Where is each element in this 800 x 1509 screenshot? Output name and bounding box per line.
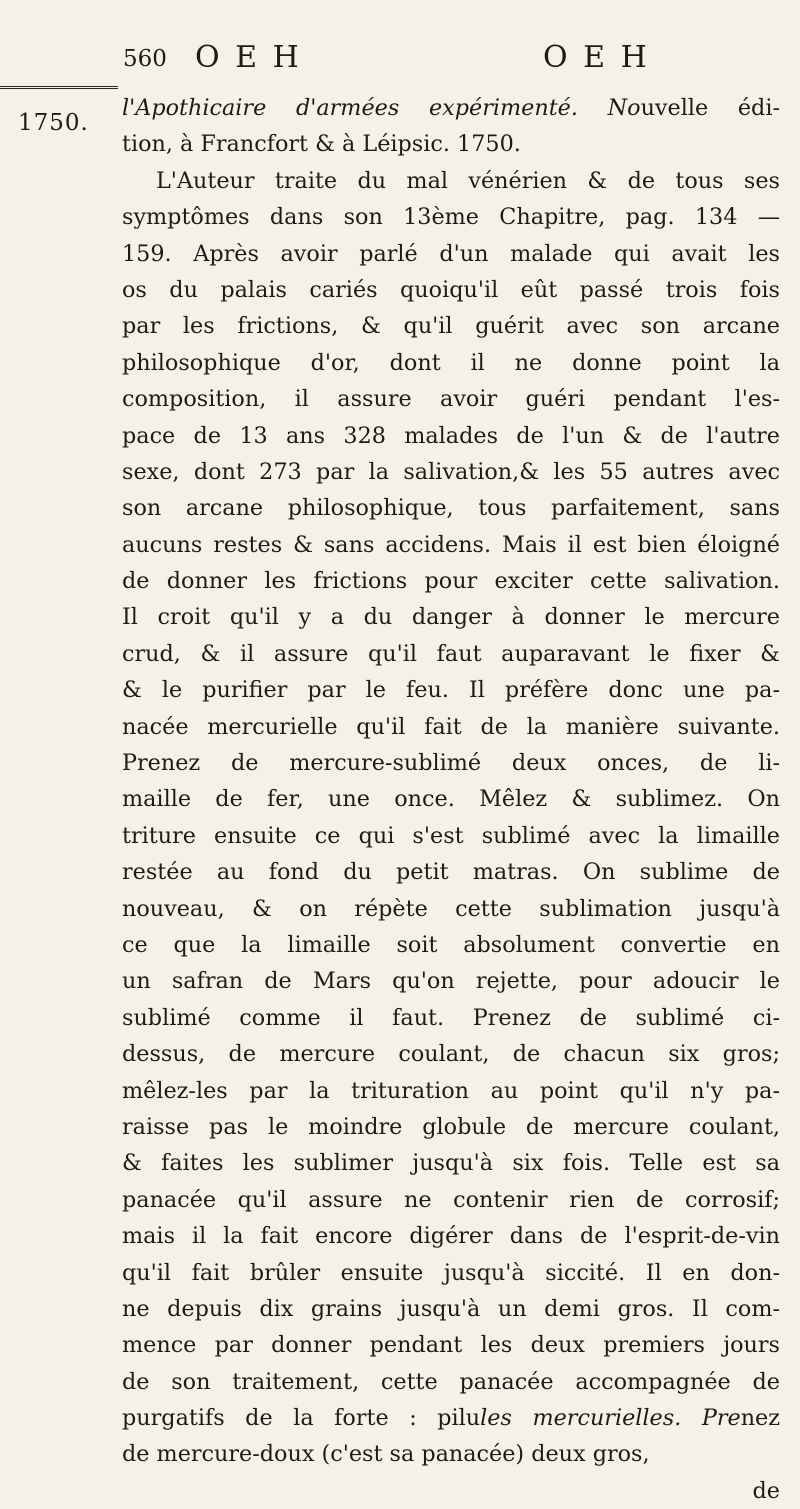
catchword: de	[752, 1477, 780, 1504]
text-line: un safran de Mars qu'on rejette, pour adoucir le	[122, 968, 780, 995]
text-line: 159. Après avoir parlé d'un malade qui avait les	[122, 240, 780, 267]
text-line: nacée mercurielle qu'il fait de la manière suivante.	[122, 713, 780, 740]
page-number: 560	[123, 46, 167, 72]
text-line: l'Apothicaire d'armées expérimenté. Nouvelle édi-	[122, 95, 780, 121]
text-line: triture ensuite ce qui s'est sublimé avec la limaille	[122, 822, 780, 849]
margin-year-note: 1750.	[18, 110, 89, 136]
text-line: purgatifs de la forte : pilules mercurielles. Prenez	[122, 1405, 780, 1432]
text-line: panacée qu'il assure ne contenir rien de corrosif;	[122, 1186, 780, 1213]
running-header	[123, 40, 683, 80]
text-line: Prenez de mercure-sublimé deux onces, de li-	[122, 750, 780, 777]
text-line: de mercure-doux (c'est sa panacée) deux gros,	[122, 1441, 650, 1468]
text-line: restée au fond du petit matras. On sublime de	[122, 859, 780, 886]
text-line: symptômes dans son 13ème Chapitre, pag. 134 —	[122, 204, 780, 231]
text-line: de son traitement, cette panacée accompagnée de	[122, 1368, 780, 1395]
text-line: philosophique d'or, dont il ne donne point la	[122, 349, 780, 376]
text-line: sexe, dont 273 par la salivation,& les 55 autres avec	[122, 458, 780, 485]
running-head-right: O E H	[543, 40, 650, 75]
text-lines	[122, 90, 780, 1473]
text-line: Il croit qu'il y a du danger à donner le mercure	[122, 604, 780, 631]
text-line: son arcane philosophique, tous parfaitement, sans	[122, 495, 780, 522]
text-line: aucuns restes & sans accidens. Mais il est bien éloigné	[122, 531, 780, 558]
running-head-left: O E H	[195, 40, 302, 75]
text-line: pace de 13 ans 328 malades de l'un & de l'autre	[122, 422, 780, 449]
text-line: composition, il assure avoir guéri pendant l'es-	[122, 386, 780, 413]
text-line: maille de fer, une once. Mêlez & sublimez. On	[122, 786, 780, 813]
text-line: sublimé comme il faut. Prenez de sublimé ci-	[122, 1004, 780, 1031]
text-line: & faites les sublimer jusqu'à six fois. Telle est sa	[122, 1150, 780, 1177]
text-line: raisse pas le moindre globule de mercure coulant,	[122, 1113, 780, 1140]
header-rule	[0, 86, 118, 89]
text-line: nouveau, & on répète cette sublimation jusqu'à	[122, 895, 780, 922]
text-line: & le purifier par le feu. Il préfère donc une pa-	[122, 677, 780, 704]
text-line: os du palais cariés quoiqu'il eût passé trois fois	[122, 276, 780, 303]
text-line: crud, & il assure qu'il faut auparavant le fixer &	[122, 640, 780, 667]
body-text	[122, 90, 780, 1509]
text-line: dessus, de mercure coulant, de chacun six gros;	[122, 1041, 780, 1068]
text-line: par les frictions, & qu'il guérit avec son arcane	[122, 313, 780, 340]
text-line: ce que la limaille soit absolument convertie en	[122, 931, 780, 958]
text-line: ne depuis dix grains jusqu'à un demi gros. Il com-	[122, 1295, 780, 1322]
text-line: tion, à Francfort & à Léipsic. 1750.	[122, 131, 521, 158]
text-line: mêlez-les par la trituration au point qu'il n'y pa-	[122, 1077, 780, 1104]
text-line: de donner les frictions pour exciter cette salivation.	[122, 568, 780, 595]
text-line: mais il la fait encore digérer dans de l'esprit-de-vin	[122, 1223, 780, 1250]
text-line: mence par donner pendant les deux premiers jours	[122, 1332, 780, 1359]
text-line: qu'il fait brûler ensuite jusqu'à siccité. Il en don-	[122, 1259, 780, 1286]
text-line: L'Auteur traite du mal vénérien & de tous ses	[156, 167, 780, 194]
